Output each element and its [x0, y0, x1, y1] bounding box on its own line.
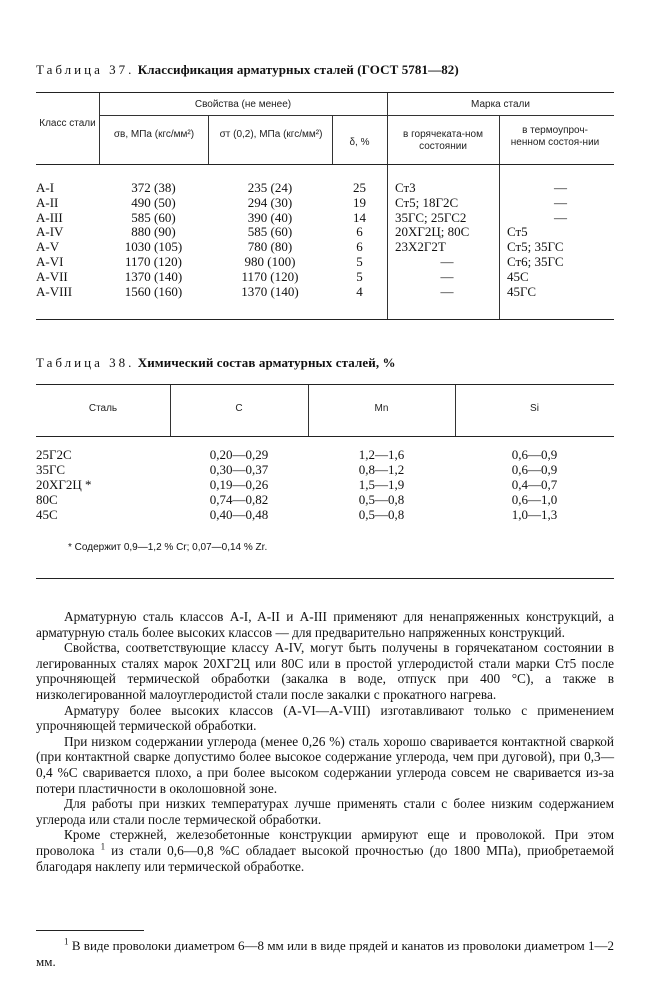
table38-cell-mn: 1,5—1,9 [358, 477, 405, 492]
table38-cell-mn: 0,5—0,8 [358, 507, 405, 522]
table38-header-steel: Сталь [88, 403, 118, 414]
table37-cell-st: 780 (80) [247, 239, 293, 255]
table37-cell-sb: 1560 (160) [124, 283, 183, 299]
table37-cell-heat: 45С [507, 268, 529, 284]
table37-divider [387, 93, 388, 319]
table38-cell-c: 0,40—0,48 [209, 507, 269, 522]
table37-cell-cls: A-I [36, 180, 55, 195]
table38-cell-mn: 1,2—1,6 [358, 447, 405, 462]
table37-cell-d: 19 [353, 194, 366, 210]
table37-cell-sb: 1370 (140) [124, 268, 183, 284]
table37-cell-cls: A-VIII [36, 283, 73, 299]
table38-cell-steel: 35ГС [36, 462, 66, 477]
table37-cell-cls: A-VII [36, 268, 68, 284]
table37-cell-hot: 35ГС; 25ГС2 [395, 209, 467, 225]
table37-header-sigma-b: σв, МПа (кгс/мм²) [113, 129, 195, 140]
table38-cell-mn: 0,8—1,2 [358, 462, 405, 477]
table38-cell-mn: 0,5—0,8 [358, 492, 405, 507]
table38-cell-steel: 25Г2С [36, 447, 72, 462]
table38-cell-steel: 20ХГ2Ц * [36, 477, 92, 492]
table38-header-mn: Mn [374, 403, 389, 414]
table37-cell-d: 6 [356, 224, 363, 240]
table37-header-heat-treated: в термоупроч-ненном состоя-нии [510, 125, 600, 148]
table37-cell-hot: — [440, 283, 454, 299]
table37-cell-heat: — [554, 209, 567, 225]
table37-cell-st: 294 (30) [247, 194, 293, 210]
table37-cell-heat: Ст5; 35ГС [507, 239, 564, 255]
table38-header-rule [36, 436, 614, 437]
table38-caption [36, 355, 396, 371]
table37-header-properties: Свойства (не менее) [194, 99, 292, 110]
table37-bottom-rule [36, 319, 614, 320]
table38-cell-si: 0,6—1,0 [511, 492, 558, 507]
table37-cell-st: 585 (60) [247, 224, 293, 240]
table37-cell-d: 14 [353, 209, 366, 225]
table37-header-grade: Марка стали [471, 99, 530, 110]
table38-top-rule [36, 384, 614, 385]
table37-cell-heat: — [554, 180, 567, 195]
table37-header-class: Класс стали [39, 118, 96, 129]
table37-cell-hot: Ст3 [395, 180, 416, 195]
table38-header-c: C [235, 403, 243, 414]
table37-divider [499, 115, 500, 319]
table38-header-si: Si [530, 403, 539, 414]
table38-cell-si: 0,4—0,7 [511, 477, 558, 492]
body-text [36, 609, 614, 874]
table38-title: Химический состав арматурных сталей, % [137, 355, 396, 370]
paragraph: Арматуру более высоких классов (A-VI—A-VIII) изготавливают только с применением упрочняющей термической обработки. [36, 702, 614, 734]
table38-bottom-rule [36, 578, 614, 579]
footnote-ref[interactable]: 1 [100, 841, 106, 852]
table37-cell-cls: A-VI [36, 254, 64, 269]
table37-header-delta: δ, % [349, 137, 370, 148]
table37-cell-heat: Ст5 [507, 224, 528, 240]
table37-cell-d: 4 [356, 283, 363, 299]
table38-cell-c: 0,20—0,29 [209, 447, 269, 462]
table37-cell-st: 235 (24) [247, 180, 293, 195]
table37-title: Классификация арматурных сталей (ГОСТ 5781—82) [137, 62, 459, 77]
table38-cell-si: 0,6—0,9 [511, 462, 558, 477]
table38-cell-si: 1,0—1,3 [511, 507, 558, 522]
table37-cell-hot: 23Х2Г2Т [395, 239, 446, 255]
paragraph: Для работы при низких температурах лучше применять стали с более низким содержанием углерода или стали после термической обработки. [36, 796, 614, 827]
table37-cell-hot: — [440, 254, 454, 269]
table37-header-sigma-t: σт (0,2), МПа (кгс/мм²) [219, 129, 323, 140]
table38-cell-c: 0,19—0,26 [209, 477, 269, 492]
paragraph: При низком содержании углерода (менее 0,26 %) сталь хорошо сваривается контактной сваркой (при контактной сварке допустимо более высокое содержание углерода, чем при дуговой), при 0,3—0,4 %С сваривается плохо, а при более высоком содержании углерода совсем не сваривается из-за потери пластичности в околошовной зоне. [36, 733, 614, 796]
paragraph [36, 827, 614, 874]
table37-cell-cls: A-III [36, 209, 63, 225]
table37-cell-sb: 880 (90) [131, 224, 176, 240]
table38-cell-c: 0,30—0,37 [209, 462, 269, 477]
footnote-text: В виде проволоки диаметром 6—8 мм или в виде прядей и канатов из проволоки диаметром 1—2 мм. [36, 938, 614, 969]
table37-cell-sb: 585 (60) [131, 209, 176, 225]
table38-cell-si: 0,6—0,9 [511, 447, 558, 462]
footnote-mark: 1 [64, 936, 69, 947]
table37-cell-d: 5 [356, 254, 363, 269]
table37-label: Таблица 37. [36, 62, 135, 77]
table37-header-rule [36, 164, 614, 165]
table37-cell-hot: — [440, 268, 454, 284]
page-footnote [36, 938, 614, 970]
table37-cell-heat: Ст6; 35ГС [507, 254, 564, 269]
table37-cell-cls: A-V [36, 239, 60, 255]
table38-cell-steel: 80С [36, 492, 58, 507]
table37-cell-cls: A-IV [36, 224, 64, 240]
table37-subheader-line [387, 115, 614, 116]
table37-cell-sb: 1170 (120) [125, 254, 182, 269]
table37-cell-sb: 490 (50) [131, 194, 176, 210]
table37-cell-hot: Ст5; 18Г2С [395, 194, 459, 210]
table38-footnote: * Содержит 0,9—1,2 % Cr; 0,07—0,14 % Zr. [68, 542, 268, 553]
table37-cell-d: 25 [353, 180, 366, 195]
table38-label: Таблица 38. [36, 355, 135, 370]
table37-caption [36, 62, 459, 78]
table37-cell-sb: 1030 (105) [124, 239, 183, 255]
table37-cell-d: 5 [356, 268, 363, 284]
table37-top-rule [36, 92, 614, 93]
table37-divider [208, 115, 209, 164]
table38-cell-steel: 45С [36, 507, 58, 522]
table38-cell-c: 0,74—0,82 [209, 492, 269, 507]
table37-cell-st: 1170 (120) [241, 268, 299, 284]
table37-cell-cls: A-II [36, 194, 59, 210]
paragraph-part: Кроме стержней, железобетонные конструкции армируют еще и проволокой. При этом проволока [36, 827, 614, 858]
table37-cell-hot: 20ХГ2Ц; 80С [395, 224, 470, 240]
table37-cell-sb: 372 (38) [131, 180, 176, 195]
table37-cell-st: 390 (40) [247, 209, 293, 225]
table37-cell-d: 6 [356, 239, 363, 255]
table37-subheader-line [99, 115, 387, 116]
table37-cell-heat: 45ГС [507, 283, 537, 299]
table37-header-hot-rolled: в горячеката-ном состоянии [403, 129, 483, 152]
table37-cell-heat: — [554, 194, 567, 210]
footnote-separator [36, 930, 144, 931]
paragraph-part: из стали 0,6—0,8 %С обладает высокой прочностью (до 1800 МПа), приобретаемой благодаря наклепу или термической обработке. [36, 842, 614, 874]
table37-cell-st: 1370 (140) [241, 283, 299, 299]
footnote-paragraph [36, 938, 614, 970]
paragraph: Свойства, соответствующие классу A-IV, могут быть получены в горячекатаном состоянии в легированных сталях марок 20ХГ2Ц или 80С или в простой углеродистой стали марки Ст5 после упрочняющей термической обработки (закалка в воде, отпуск при 400 °С), а также в низколегированной малоуглеродистой стали после закалки с прокатного нагрева. [36, 640, 614, 702]
table37-cell-st: 980 (100) [244, 254, 296, 269]
paragraph: Арматурную сталь классов A-I, A-II и A-III применяют для ненапряженных конструкций, а арматурную сталь более высоких классов — для предварительно напряженных конструкций. [36, 609, 614, 640]
